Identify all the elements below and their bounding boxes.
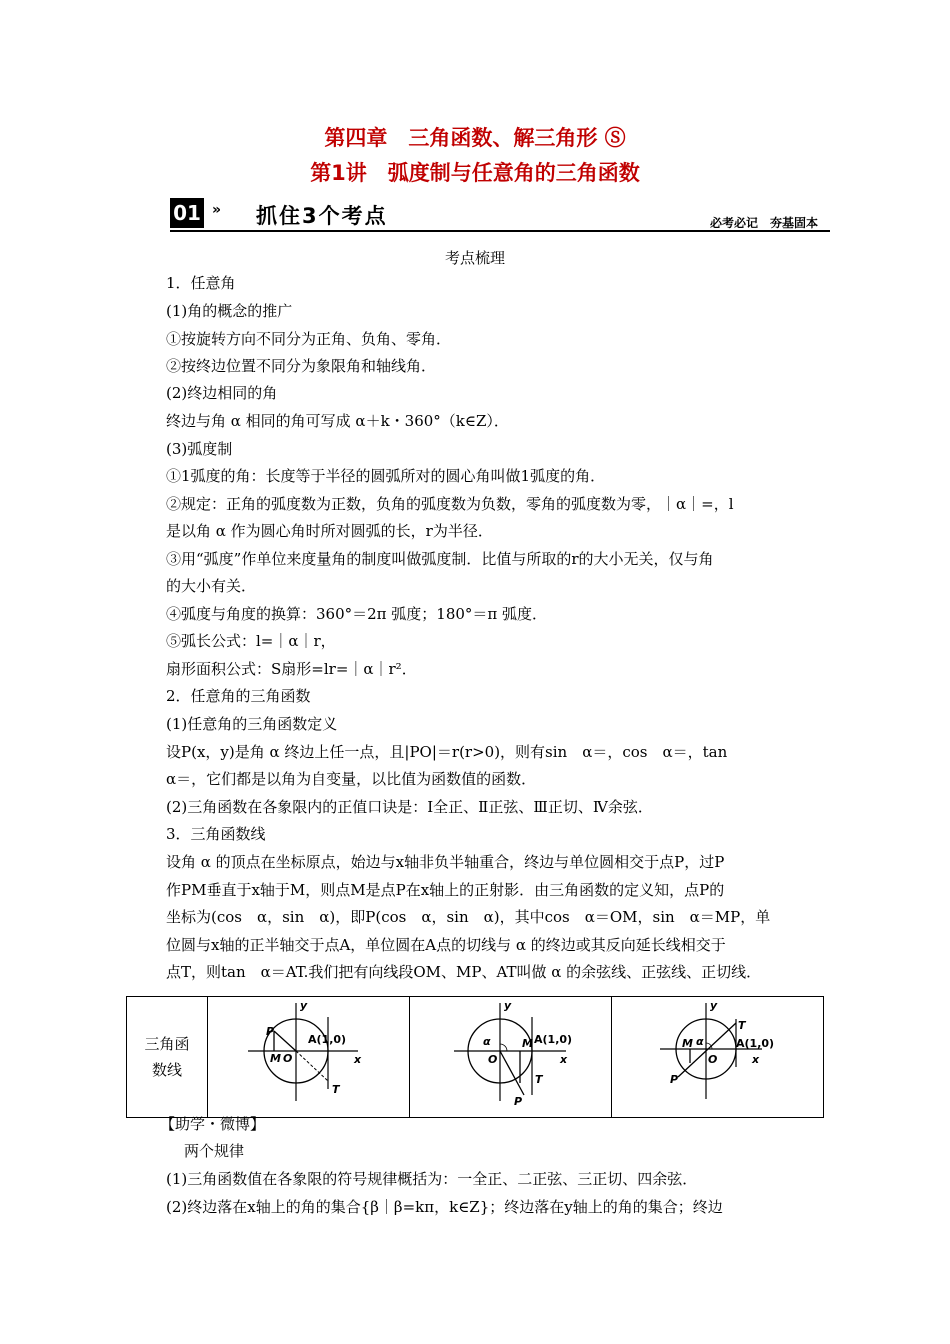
label-x: x: [751, 1053, 760, 1066]
text-line: 点T，则tan α＝AT.我们把有向线段OM、MP、AT叫做 α 的余弦线、正弦线、正切线．: [166, 963, 762, 981]
label-o: O: [707, 1053, 718, 1066]
text-line: 作PM垂直于x轴于M，则点M是点P在x轴上的正射影．由三角函数的定义知，点P的: [166, 881, 725, 899]
text-line: ①按旋转方向不同分为正角、负角、零角．: [166, 330, 452, 348]
text-line: 终边与角 α 相同的角可写成 α＋k・360°（k∈Z）．: [166, 412, 509, 430]
label-p: P: [266, 1025, 275, 1038]
unit-circle-diagram-3: [612, 997, 822, 1113]
chapter-title: 第四章 三角函数、解三角形 Ⓢ: [324, 126, 626, 150]
label-t: T: [737, 1019, 746, 1032]
text-line: (3)弧度制: [166, 440, 233, 458]
text-line: 1．任意角: [166, 274, 236, 292]
aside-heading: 【助学・微博】: [160, 1115, 266, 1133]
label-y: y: [503, 999, 512, 1012]
label-p: P: [669, 1073, 678, 1086]
unit-circle-diagram-1: [208, 997, 408, 1113]
label-a: A(1,0): [533, 1033, 573, 1046]
banner-tag: 必考必记 夯基固本: [709, 216, 818, 230]
text-line: 是以角 α 作为圆心角时所对圆弧的长，r为半径．: [166, 522, 493, 540]
diagram-cell-2: [409, 997, 611, 1118]
label-t: T: [534, 1073, 543, 1086]
banner-number: 01: [170, 198, 204, 228]
aside-line: (1)三角函数值在各象限的符号规律概括为：一全正、二正弦、三正切、四余弦．: [166, 1170, 698, 1188]
text-line: 坐标为(cos α，sin α)，即P(cos α，sin α)，其中cos α＝OM，sin α＝MP，单: [166, 908, 771, 926]
trig-lines-table: [126, 996, 824, 1118]
label-m: M: [270, 1052, 281, 1065]
text-line: α＝，它们都是以角为自变量，以比值为函数值的函数．: [166, 770, 537, 788]
text-line: 位圆与x轴的正半轴交于点A，单位圆在A点的切线与 α 的终边或其反向延长线相交于: [166, 936, 726, 954]
label-y: y: [709, 999, 718, 1012]
diagram-cell-1: [208, 997, 410, 1118]
unit-circle-diagram-2: [410, 997, 610, 1113]
text-line: 3．三角函数线: [166, 825, 266, 843]
text-line: 的大小有关．: [166, 577, 257, 595]
text-line: ②按终边位置不同分为象限角和轴线角．: [166, 357, 437, 375]
label-x: x: [559, 1053, 568, 1066]
text-line: (1)任意角的三角函数定义: [166, 715, 338, 733]
label-p: P: [513, 1095, 523, 1108]
text-line: ①1弧度的角：长度等于半径的圆弧所对的圆心角叫做1弧度的角．: [166, 467, 606, 485]
label-y: y: [300, 999, 308, 1012]
text-line: (2)终边相同的角: [166, 384, 278, 402]
section-banner: [170, 198, 830, 232]
diagram-cell-3: [611, 997, 823, 1118]
text-line: 设P(x，y)是角 α 终边上任一点，且|PO|＝r(r>0)，则有sin α＝，cos α＝，tan: [166, 743, 728, 761]
text-line: ②规定：正角的弧度数为正数，负角的弧度数为负数，零角的弧度数为零，｜α｜=，l: [166, 495, 734, 513]
text-line: 2．任意角的三角函数: [166, 687, 311, 705]
text-line: ③用“弧度”作单位来度量角的制度叫做弧度制．比值与所取的r的大小无关，仅与角: [166, 550, 714, 568]
text-line: ④弧度与角度的换算：360°＝2π 弧度；180°＝π 弧度．: [166, 605, 548, 623]
text-line: (2)三角函数在各象限内的正值口诀是：Ⅰ全正、Ⅱ正弦、Ⅲ正切、Ⅳ余弦．: [166, 798, 653, 816]
text-line: (1)角的概念的推广: [166, 302, 293, 320]
label-a: A(1,0): [735, 1037, 774, 1050]
label-alpha: α: [482, 1035, 491, 1048]
label-t: T: [332, 1083, 340, 1096]
text-line: 设角 α 的顶点在坐标原点，始边与x轴非负半轴重合，终边与单位圆相交于点P，过P: [166, 853, 725, 871]
banner-arrow: »: [212, 202, 222, 218]
lecture-title: 第1讲 弧度制与任意角的三角函数: [310, 161, 640, 185]
aside-subheading: 两个规律: [184, 1142, 245, 1160]
label-o: O: [487, 1053, 498, 1066]
banner-rule: [170, 230, 830, 232]
label-x: x: [354, 1053, 362, 1066]
label-a: A(1,0): [308, 1033, 347, 1046]
text-line: 扇形面积公式：S扇形=lr=｜α｜r²．: [166, 660, 417, 678]
label-m: M: [521, 1037, 533, 1050]
trig-lines-label: 三角函数线: [127, 997, 208, 1118]
label-alpha: α: [695, 1035, 704, 1048]
aside-line: (2)终边落在x轴上的角的集合{β｜β=kπ，k∈Z}；终边落在y轴上的角的集合；终边: [166, 1198, 723, 1216]
label-m: M: [681, 1037, 693, 1050]
section-title: 考点梳理: [444, 249, 505, 267]
text-line: ⑤弧长公式：l=｜α｜r，: [166, 632, 336, 650]
label-o: O: [283, 1052, 293, 1065]
banner-heading: 抓住3个考点: [256, 204, 388, 228]
